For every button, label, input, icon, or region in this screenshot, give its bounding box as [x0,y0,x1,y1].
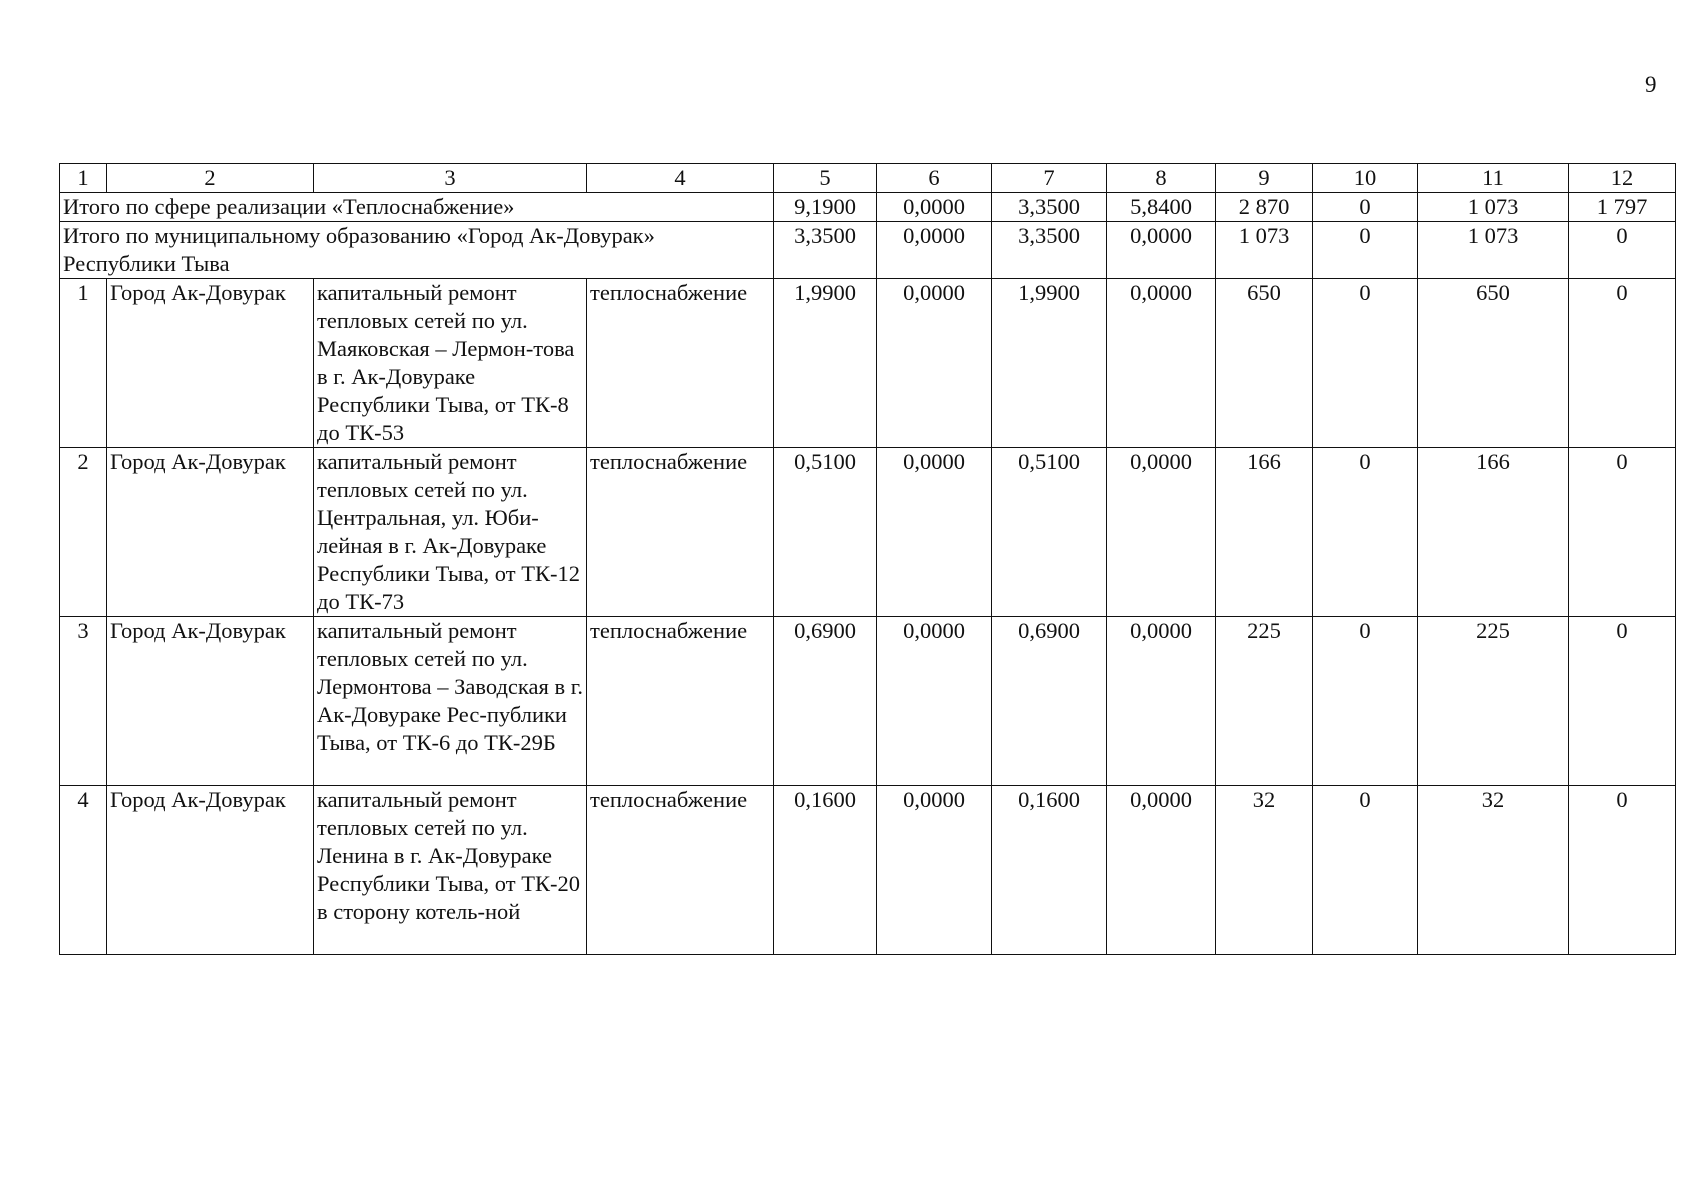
description-cell: капитальный ремонт тепловых сетей по ул. Маяковская – Лермон-това в г. Ак-Довураке Республики Тыва, от ТК-8 до ТК-53 [314,279,587,448]
description-cell: капитальный ремонт тепловых сетей по ул. Лермонтова – Заводская в г. Ак-Довураке Рес-публики Тыва, от ТК-6 до ТК-29Б [314,617,587,786]
column-header-2: 2 [107,164,314,193]
column-header-4: 4 [587,164,774,193]
sphere-cell: теплоснабжение [587,448,774,617]
summary-value: 0 [1569,222,1676,279]
column-header-11: 11 [1418,164,1569,193]
summary-row-sphere [60,193,1676,222]
value-cell: 166 [1216,448,1313,617]
value-cell: 0,5100 [774,448,877,617]
summary-value: 0,0000 [877,222,992,279]
value-cell: 166 [1418,448,1569,617]
value-cell: 0,1600 [992,786,1107,955]
summary-label: Итого по сфере реализации «Теплоснабжение» [60,193,774,222]
column-header-5: 5 [774,164,877,193]
value-cell: 1,9900 [992,279,1107,448]
value-cell: 0 [1313,448,1418,617]
value-cell: 0,0000 [877,279,992,448]
value-cell: 225 [1418,617,1569,786]
summary-value: 5,8400 [1107,193,1216,222]
table-row [60,448,1676,617]
value-cell: 0,6900 [774,617,877,786]
table-row [60,617,1676,786]
column-header-12: 12 [1569,164,1676,193]
value-cell: 0,1600 [774,786,877,955]
summary-row-municipality [60,222,1676,279]
municipality-cell: Город Ак-Довурак [107,279,314,448]
summary-label: Итого по муниципальному образованию «Город Ак-Довурак» Республики Тыва [60,222,774,279]
column-header-3: 3 [314,164,587,193]
summary-value: 0,0000 [877,193,992,222]
value-cell: 0 [1313,617,1418,786]
table-row [60,786,1676,955]
summary-value: 1 073 [1216,222,1313,279]
description-cell: капитальный ремонт тепловых сетей по ул. Ленина в г. Ак-Довураке Республики Тыва, от ТК-20 в сторону котель-ной [314,786,587,955]
value-cell: 0 [1313,786,1418,955]
column-header-1: 1 [60,164,107,193]
page-number: 9 [1645,72,1657,97]
value-cell: 32 [1216,786,1313,955]
value-cell: 1,9900 [774,279,877,448]
summary-value: 1 073 [1418,193,1569,222]
table-row [60,279,1676,448]
value-cell: 0,0000 [877,786,992,955]
column-header-7: 7 [992,164,1107,193]
row-number: 2 [60,448,107,617]
value-cell: 0 [1569,448,1676,617]
value-cell: 225 [1216,617,1313,786]
sphere-cell: теплоснабжение [587,279,774,448]
value-cell: 650 [1418,279,1569,448]
value-cell: 0,0000 [1107,279,1216,448]
value-cell: 0,0000 [877,448,992,617]
value-cell: 0,0000 [1107,448,1216,617]
value-cell: 0 [1569,279,1676,448]
summary-value: 9,1900 [774,193,877,222]
summary-value: 2 870 [1216,193,1313,222]
summary-value: 3,3500 [992,222,1107,279]
value-cell: 0,0000 [1107,617,1216,786]
value-cell: 0 [1569,617,1676,786]
value-cell: 0 [1569,786,1676,955]
municipality-cell: Город Ак-Довурак [107,617,314,786]
sphere-cell: теплоснабжение [587,617,774,786]
column-header-6: 6 [877,164,992,193]
summary-value: 0 [1313,222,1418,279]
sphere-cell: теплоснабжение [587,786,774,955]
description-cell: капитальный ремонт тепловых сетей по ул. Центральная, ул. Юби-лейная в г. Ак-Довураке Республики Тыва, от ТК-12 до ТК-73 [314,448,587,617]
value-cell: 650 [1216,279,1313,448]
summary-value: 0,0000 [1107,222,1216,279]
value-cell: 0 [1313,279,1418,448]
summary-value: 1 797 [1569,193,1676,222]
value-cell: 0,6900 [992,617,1107,786]
column-header-9: 9 [1216,164,1313,193]
column-header-10: 10 [1313,164,1418,193]
value-cell: 0,5100 [992,448,1107,617]
summary-value: 3,3500 [774,222,877,279]
municipality-cell: Город Ак-Довурак [107,786,314,955]
value-cell: 32 [1418,786,1569,955]
row-number: 1 [60,279,107,448]
value-cell: 0,0000 [877,617,992,786]
column-number-row [60,164,1676,193]
value-cell: 0,0000 [1107,786,1216,955]
summary-value: 1 073 [1418,222,1569,279]
row-number: 4 [60,786,107,955]
municipality-cell: Город Ак-Довурак [107,448,314,617]
summary-value: 3,3500 [992,193,1107,222]
column-header-8: 8 [1107,164,1216,193]
investment-table [59,163,1676,955]
row-number: 3 [60,617,107,786]
summary-value: 0 [1313,193,1418,222]
